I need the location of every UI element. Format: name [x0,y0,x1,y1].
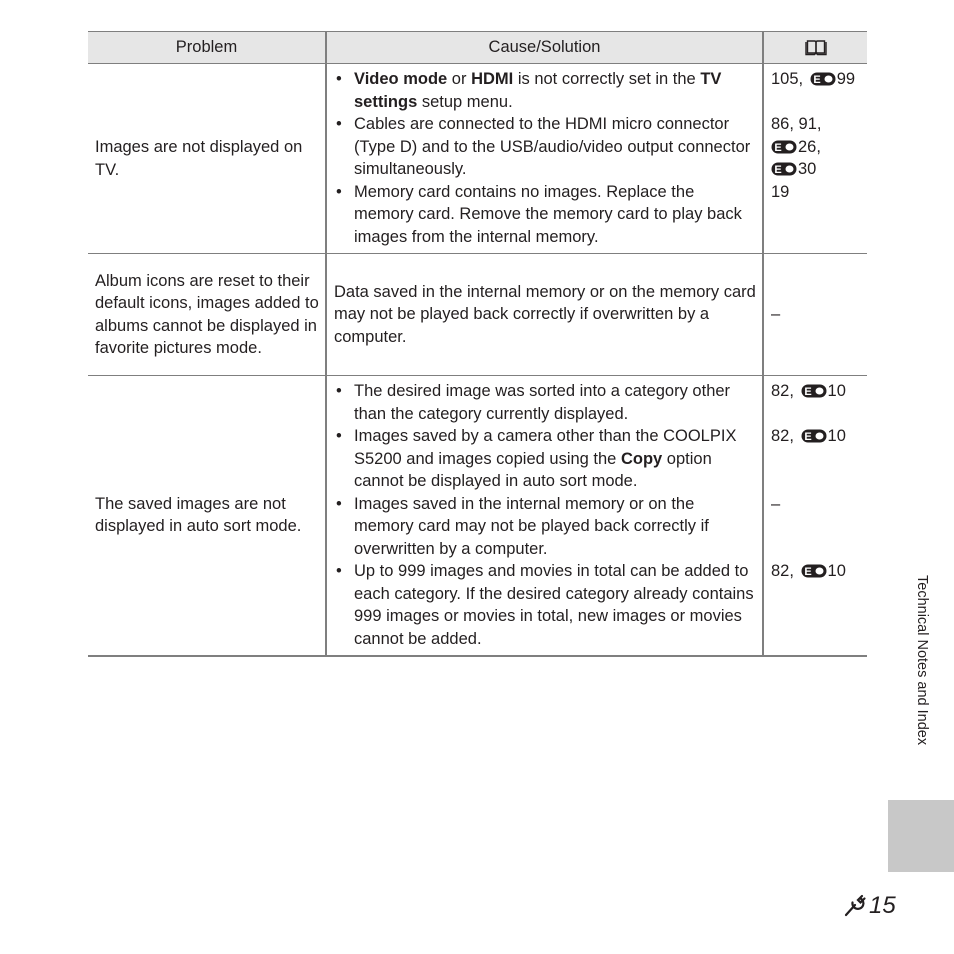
section-tab [888,800,954,872]
cause-cell [326,64,763,254]
problem-cell: Images are not displayed on TV. [88,64,326,254]
header-reference [763,32,867,64]
reference-section-icon [810,72,836,86]
table-header-row [88,32,867,64]
table-row [88,376,867,656]
reference-section-icon [801,384,827,398]
page-ref: 86, 91, [771,115,822,133]
list-item: • Cables are connected to the HDMI micro connector (Type D) and to the USB/audio/video output connector simultaneously. [334,113,756,181]
list-item: • Video mode or HDMI is not correctly set in the TV settings setup menu. [334,68,756,113]
reference-section-icon [801,564,827,578]
table-row [88,64,867,254]
list-item: • Memory card contains no images. Replace the memory card. Remove the memory card to play back images from the internal memory. [334,181,756,249]
page-ref: 82, 10 [771,562,846,580]
list-item: • The desired image was sorted into a category other than the category currently displayed. [334,380,756,425]
cause-cell: Data saved in the internal memory or on the memory card may not be played back correctly if overwritten by a computer. [326,254,763,376]
cause-cell [326,376,763,656]
wrench-icon [840,893,868,919]
reference-section-icon [771,162,797,176]
cause-list [334,380,756,650]
reference-cell [763,64,867,254]
reference-section-icon [801,429,827,443]
page-ref: 82, 10 [771,382,846,400]
reference-cell: – [763,254,867,376]
reference-cell [763,376,867,656]
problem-cell: Album icons are reset to their default icons, images added to albums cannot be displayed in favorite pictures mode. [88,254,326,376]
troubleshooting-table [88,31,867,657]
problem-cell: The saved images are not displayed in auto sort mode. [88,376,326,656]
page-ref: – [771,494,781,513]
page-ref: 30 [771,158,861,181]
book-icon [804,40,828,56]
header-cause-solution: Cause/Solution [326,32,763,64]
page-ref: 19 [771,182,790,201]
page-ref: 105, 99 [771,70,856,88]
section-side-label: Technical Notes and Index [914,575,930,746]
list-item: • Images saved by a camera other than the COOLPIX S5200 and images copied using the Copy option cannot be displayed in auto sort mode. [334,425,756,493]
page-number [840,892,896,920]
table-row [88,254,867,376]
cause-list [334,68,756,248]
page-number-value: 15 [869,892,896,919]
list-item: • Up to 999 images and movies in total can be added to each category. If the desired category already contains 999 images or movies in total, new images or movies cannot be added. [334,560,756,650]
list-item: • Images saved in the internal memory or on the memory card may not be played back correctly if overwritten by a computer. [334,493,756,561]
header-problem: Problem [88,32,326,64]
page-ref: 82, 10 [771,427,846,445]
page-ref: 26, [771,136,861,159]
reference-section-icon [771,140,797,154]
